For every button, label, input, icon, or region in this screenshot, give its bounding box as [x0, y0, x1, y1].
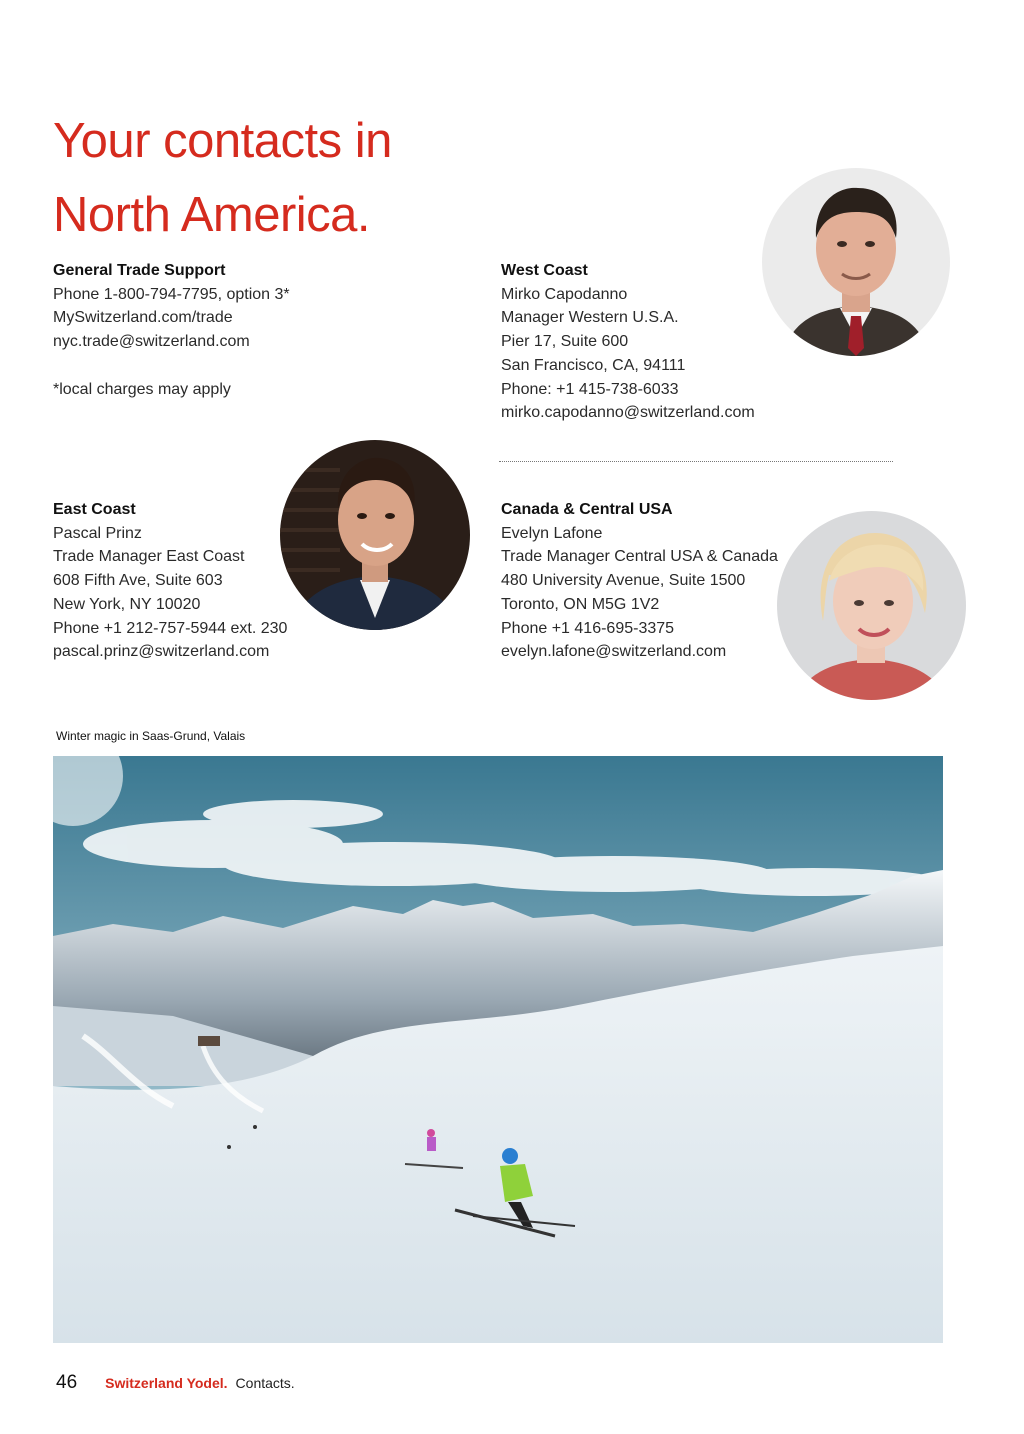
general-email-link[interactable]: nyc.trade@switzerland.com	[53, 333, 250, 351]
canada-email-link[interactable]: evelyn.lafone@switzerland.com	[501, 643, 727, 661]
canada-role: Trade Manager Central USA & Canada	[501, 548, 778, 566]
ski-landscape-photo	[53, 756, 943, 1343]
west-address-1: Pier 17, Suite 600	[501, 333, 629, 351]
east-coast-block	[53, 498, 287, 664]
section-divider	[499, 461, 893, 462]
canada-phone: Phone +1 416-695-3375	[501, 619, 675, 637]
east-address-2: New York, NY 10020	[53, 595, 201, 613]
west-coast-block	[501, 259, 755, 425]
page-number: 46	[56, 1372, 78, 1393]
page-footer	[56, 1372, 295, 1396]
brand-name: Switzerland Yodel.	[105, 1375, 228, 1391]
general-web-link[interactable]: MySwitzerland.com/trade	[53, 309, 233, 327]
west-role: Manager Western U.S.A.	[501, 309, 679, 327]
canada-contact-portrait	[777, 511, 966, 700]
general-heading: General Trade Support	[53, 262, 226, 279]
general-note: *local charges may apply	[53, 380, 231, 398]
east-role: Trade Manager East Coast	[53, 548, 245, 566]
page-title	[53, 104, 392, 252]
title-line-2: North America.	[53, 188, 371, 242]
general-phone: Phone 1-800-794-7795, option 3*	[53, 285, 290, 303]
east-heading: East Coast	[53, 501, 136, 518]
photo-caption: Winter magic in Saas-Grund, Valais	[56, 729, 246, 743]
canada-address-2: Toronto, ON M5G 1V2	[501, 595, 660, 613]
east-phone: Phone +1 212-757-5944 ext. 230	[53, 619, 288, 637]
east-name: Pascal Prinz	[53, 524, 142, 542]
canada-address-1: 480 University Avenue, Suite 1500	[501, 572, 746, 590]
canada-central-usa-block	[501, 498, 778, 664]
west-contact-portrait	[762, 168, 950, 356]
title-line-1: Your contacts in	[53, 114, 392, 168]
east-email-link[interactable]: pascal.prinz@switzerland.com	[53, 643, 270, 661]
general-trade-support-block	[53, 259, 290, 401]
east-contact-portrait	[280, 440, 470, 630]
section-name: Contacts.	[235, 1375, 295, 1391]
west-heading: West Coast	[501, 262, 588, 279]
canada-heading: Canada & Central USA	[501, 501, 673, 518]
west-email-link[interactable]: mirko.capodanno@switzerland.com	[501, 404, 755, 422]
canada-name: Evelyn Lafone	[501, 524, 603, 542]
west-phone: Phone: +1 415-738-6033	[501, 380, 679, 398]
east-address-1: 608 Fifth Ave, Suite 603	[53, 572, 223, 590]
west-name: Mirko Capodanno	[501, 285, 628, 303]
west-address-2: San Francisco, CA, 94111	[501, 356, 686, 374]
